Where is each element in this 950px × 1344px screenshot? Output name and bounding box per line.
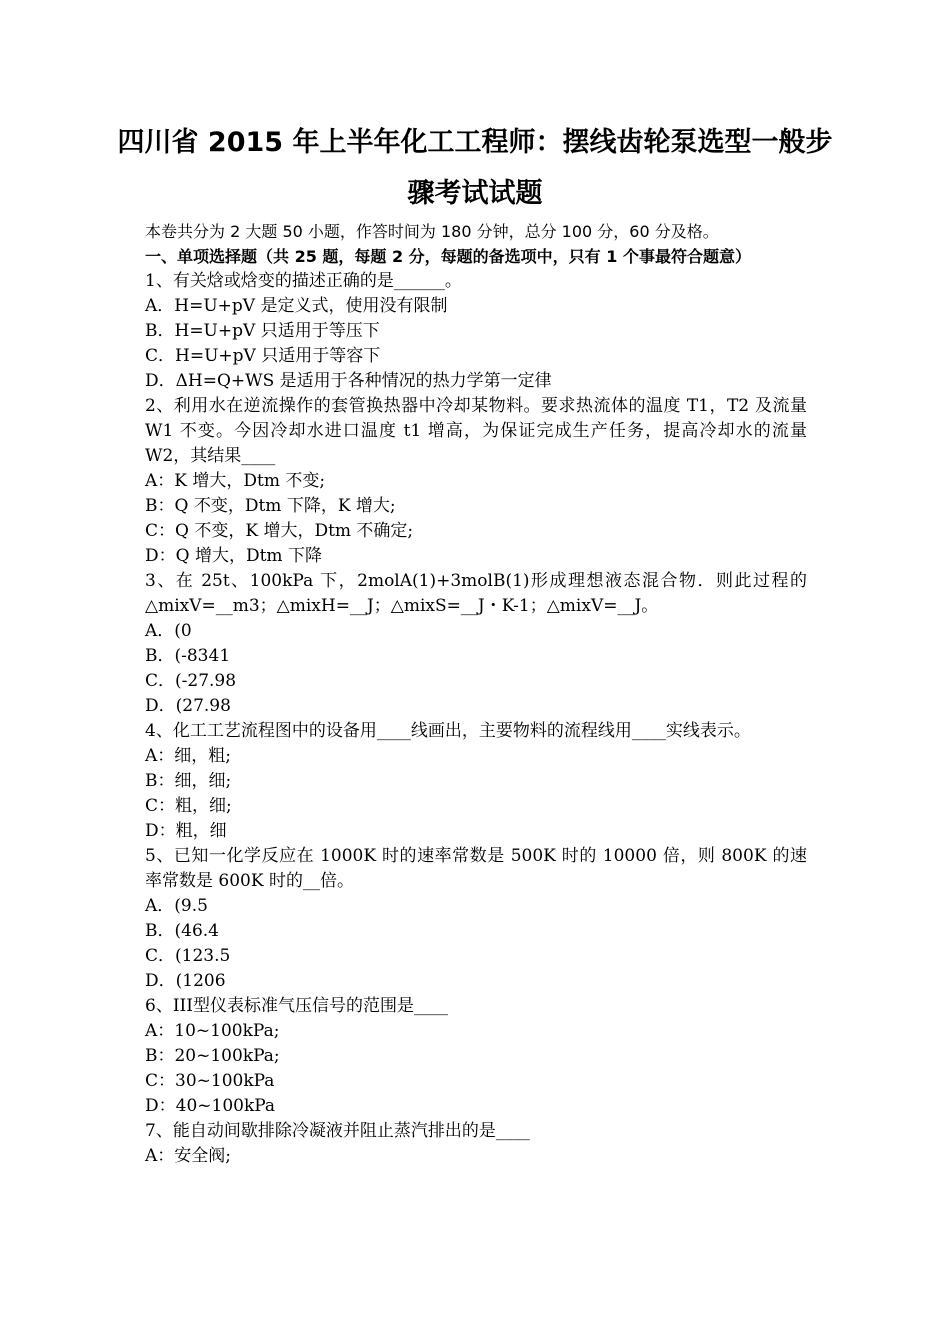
option-b: B．(-8341 <box>145 646 231 666</box>
question-3 <box>145 569 807 719</box>
question-stem: 1、有关焓或焓变的描述正确的是______。 <box>145 271 462 291</box>
question-stem: 3、在 25t、100kPa 下，2molA(1)+3molB(1)形成理想液态混合物．则此过程的△mixV=__m3；△mixH=__J；△mixS=__J・K-1；△mixV=__J。 <box>145 571 807 616</box>
option-d: D：Q 增大，Dtm 下降 <box>145 546 322 566</box>
option-b: B．H=U+pV 只适用于等压下 <box>145 321 380 341</box>
question-stem: 2、利用水在逆流操作的套管换热器中冷却某物料。要求热流体的温度 T1，T2 及流量 W1 不变。今因冷却水进口温度 t1 增高，为保证完成生产任务，提高冷却水的流量 W2，其结果____ <box>145 396 807 466</box>
option-c: C．(123.5 <box>145 946 231 966</box>
question-stem: 4、化工工艺流程图中的设备用____线画出，主要物料的流程线用____实线表示。 <box>145 721 751 741</box>
question-1 <box>145 269 807 394</box>
option-a: A．(0 <box>145 621 192 641</box>
option-d: D．(27.98 <box>145 696 231 716</box>
option-c: C：Q 不变，K 增大，Dtm 不确定; <box>145 521 414 541</box>
option-d: D．ΔH=Q+WS 是适用于各种情况的热力学第一定律 <box>145 371 552 391</box>
option-a: A．H=U+pV 是定义式，使用没有限制 <box>145 296 448 316</box>
option-d: D．(1206 <box>145 971 226 991</box>
option-b: B．(46.4 <box>145 921 219 941</box>
question-stem: 7、能自动间歇排除冷凝液并阻止蒸汽排出的是____ <box>145 1121 530 1141</box>
option-a: A：K 增大，Dtm 不变; <box>145 471 326 491</box>
question-7 <box>145 1119 807 1169</box>
option-d: D：粗，细 <box>145 821 227 841</box>
question-4 <box>145 719 807 844</box>
exam-content <box>145 219 807 1169</box>
option-a: A：细，粗; <box>145 746 232 766</box>
option-a: A：10~100kPa; <box>145 1021 280 1041</box>
question-6 <box>145 994 807 1119</box>
option-b: B：20~100kPa; <box>145 1046 280 1066</box>
option-c: C：30~100kPa <box>145 1071 275 1091</box>
exam-intro: 本卷共分为 2 大题 50 小题，作答时间为 180 分钟，总分 100 分，60 分及格。 <box>145 222 719 241</box>
question-stem: 6、III型仪表标准气压信号的范围是____ <box>145 996 448 1016</box>
option-a: A．(9.5 <box>145 896 208 916</box>
option-d: D：40~100kPa <box>145 1096 276 1116</box>
option-a: A：安全阀; <box>145 1146 232 1166</box>
question-stem: 5、已知一化学反应在 1000K 时的速率常数是 500K 时的 10000 倍，则 800K 的速率常数是 600K 时的__倍。 <box>145 846 807 891</box>
section-heading: 一、单项选择题（共 25 题，每题 2 分，每题的备选项中，只有 1 个事最符合题意） <box>145 247 751 266</box>
document-title-line-1: 四川省 2015 年上半年化工工程师：摆线齿轮泵选型一般步 <box>117 127 833 158</box>
question-5 <box>145 844 807 994</box>
option-c: C：粗，细; <box>145 796 232 816</box>
document-title-line-2: 骤考试试题 <box>407 178 543 209</box>
option-b: B：Q 不变，Dtm 下降，K 增大; <box>145 496 396 516</box>
option-c: C．(-27.98 <box>145 671 237 691</box>
option-c: C．H=U+pV 只适用于等容下 <box>145 346 381 366</box>
question-2 <box>145 394 807 569</box>
option-b: B：细，细; <box>145 771 232 791</box>
